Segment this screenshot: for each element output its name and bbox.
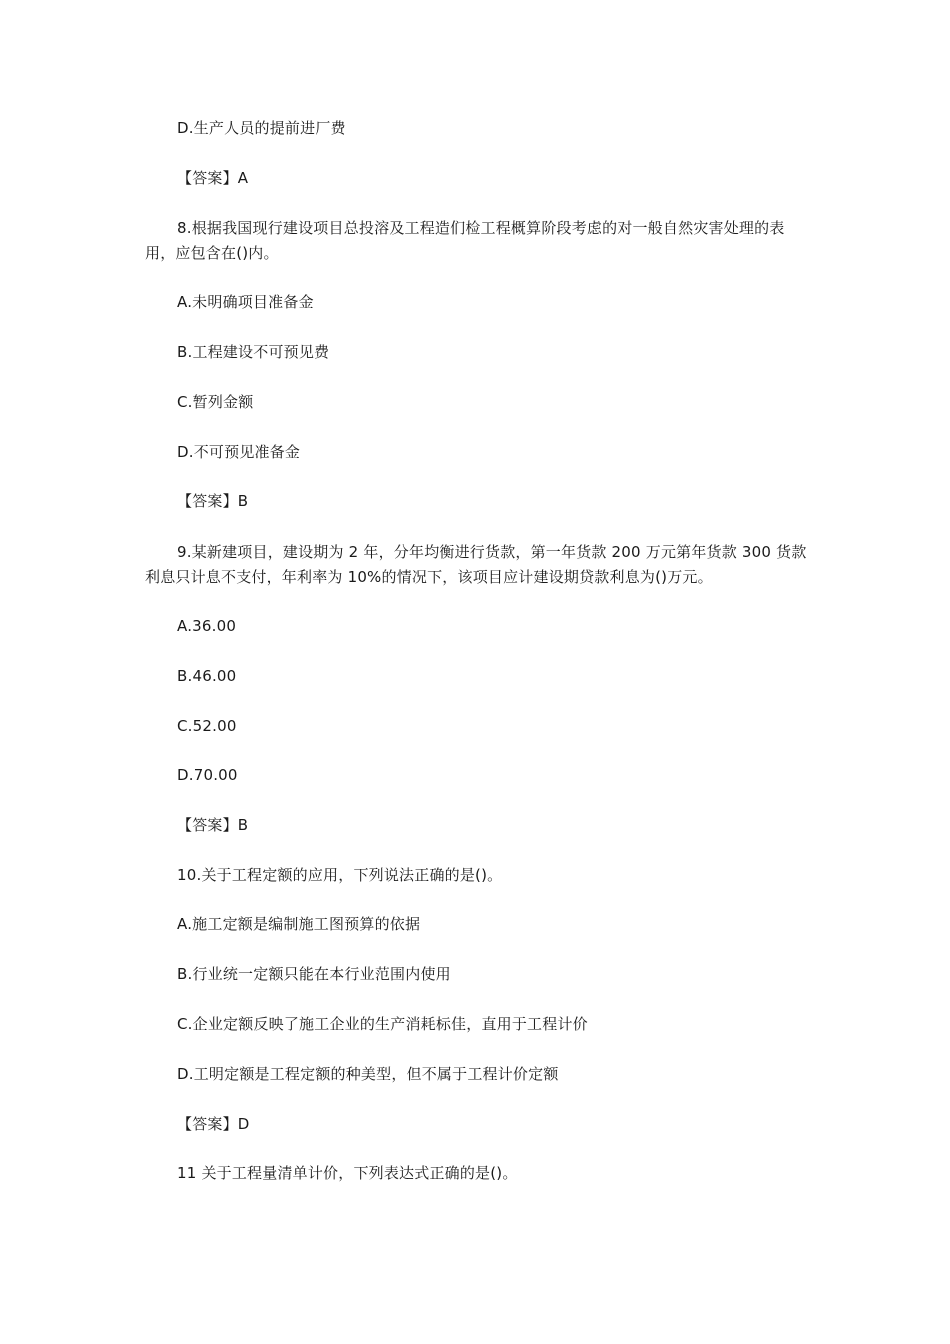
question-9: 9.某新建项目，建设期为 2 年，分年均衡进行货款，第一年货款 200 万元第年货款 300 货款利息只计息不支付，年利率为 10%的情况下，该项目应计建设期贷款利息为()万元。 [145,543,807,586]
question-8-option-a: A.未明确项目准备金 [177,293,314,311]
question-8-option-c: C.暂列金额 [177,393,254,411]
question-10-option-c: C.企业定额反映了施工企业的生产消耗标佳，直用于工程计价 [177,1015,588,1033]
question-8-option-b: B.工程建设不可预见费 [177,343,330,361]
answer-8: 【答案】B [177,492,249,510]
question-10-option-a: A.施工定额是编制施工图预算的依据 [177,915,421,933]
question-10-option-d: D.工明定额是工程定额的种美型，但不属于工程计价定额 [177,1065,559,1083]
question-9-option-d: D.70.00 [177,766,238,784]
question-8-option-d: D.不可预见准备金 [177,443,301,461]
question-9-option-c: C.52.00 [177,717,237,735]
question-10: 10.关于工程定额的应用，下列说法正确的是()。 [177,866,503,884]
question-8: 8.根据我国现行建设项目总投溶及工程造们检工程概算阶段考虑的对一般自然灾害处理的表用，应包含在()内。 [145,219,785,262]
option-d-prev: D.生产人员的提前进厂费 [177,119,346,137]
question-9-option-a: A.36.00 [177,617,237,635]
question-10-option-b: B.行业统一定额只能在本行业范围内使用 [177,965,451,983]
answer-9: 【答案】B [177,816,249,834]
answer-10: 【答案】D [177,1115,250,1133]
question-11: 11 关于工程量清单计价，下列表达式正确的是()。 [177,1164,518,1182]
answer-7: 【答案】A [177,169,249,187]
question-9-option-b: B.46.00 [177,667,237,685]
